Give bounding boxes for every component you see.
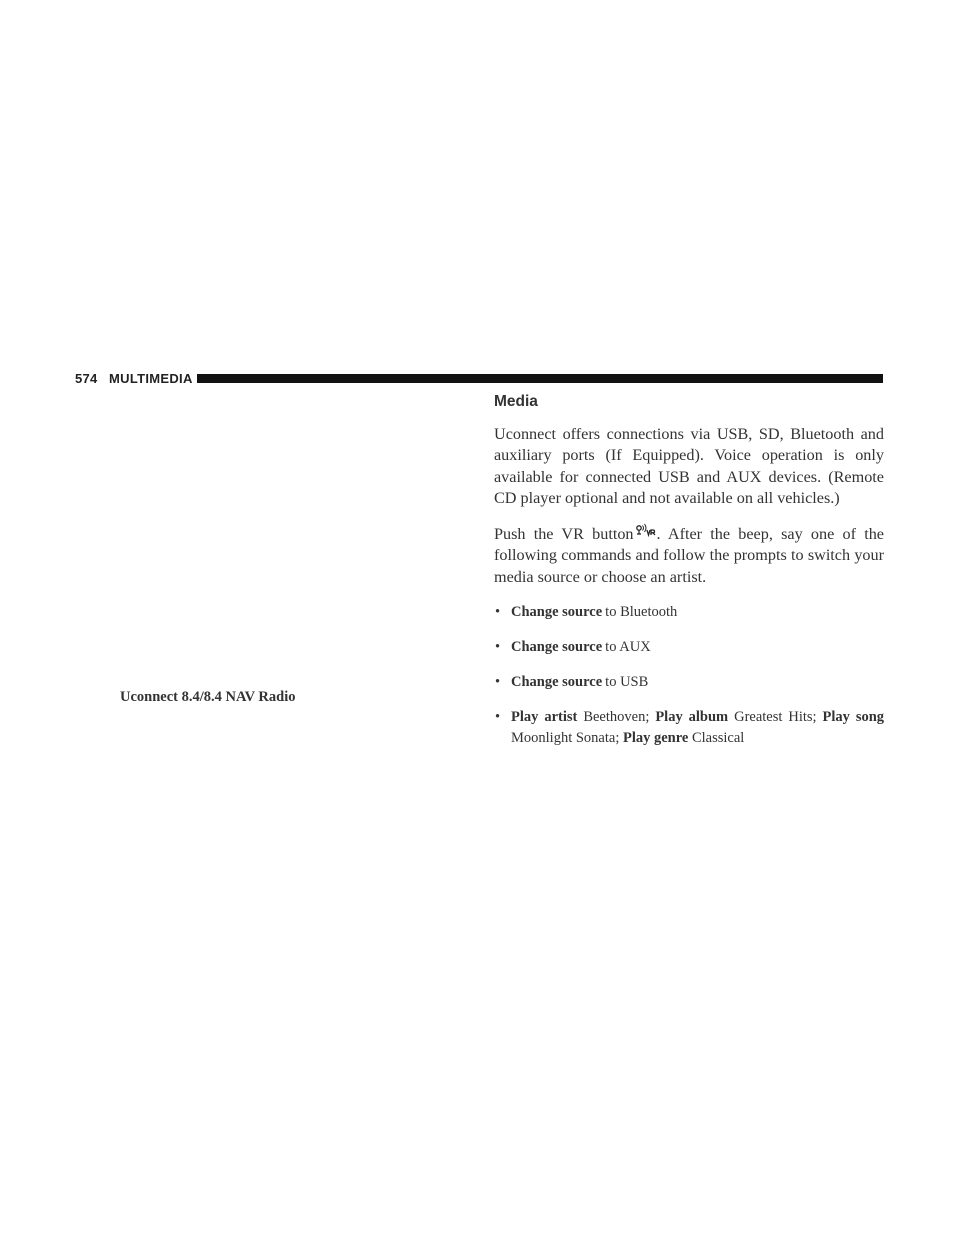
list-item xyxy=(494,602,884,623)
intro-paragraph: Uconnect offers connections via USB, SD, Bluetooth and auxiliary ports (If Equipped). Voice operation is only available for connected USB and AUX devices. (Remote CD player optional and not available on all vehicles.) xyxy=(494,425,884,507)
header-rule xyxy=(197,374,883,383)
command-value: to Bluetooth xyxy=(605,604,678,621)
section-title: Media xyxy=(494,393,538,410)
instruction-paragraph xyxy=(494,523,884,588)
artist-value: Beethoven; xyxy=(583,709,650,726)
voice-recognition-icon xyxy=(635,523,656,537)
song-value: Moonlight Sonata; xyxy=(511,730,620,747)
command-play-album: Play album xyxy=(655,709,729,726)
genre-value: Classical xyxy=(691,730,745,747)
command-play-genre: Play genre xyxy=(622,730,689,747)
command-value: to AUX xyxy=(605,639,651,656)
list-item xyxy=(494,637,884,658)
album-value: Greatest Hits; xyxy=(734,709,817,726)
list-item xyxy=(494,707,884,749)
main-content xyxy=(494,393,884,763)
bullet-icon: • xyxy=(495,709,501,726)
bullet-icon: • xyxy=(495,639,501,656)
bullet-icon: • xyxy=(495,604,501,621)
instruction-text-start: Push the VR button xyxy=(494,525,634,544)
list-item xyxy=(494,672,884,693)
bullet-icon: • xyxy=(495,674,501,691)
command-name: Change source xyxy=(511,674,603,691)
figure-caption: Uconnect 8.4/8.4 NAV Radio xyxy=(120,689,296,705)
command-name: Change source xyxy=(511,604,603,621)
command-play-song: Play song xyxy=(822,709,885,726)
page-number: 574 xyxy=(75,371,98,386)
command-value: to USB xyxy=(605,674,649,691)
command-list xyxy=(494,602,884,749)
command-name: Change source xyxy=(511,639,603,656)
section-name: MULTIMEDIA xyxy=(109,371,193,386)
instruction-text-end: . After the beep, say one of the following commands and follow the prompts to switch your media source or choose an artist. xyxy=(494,525,884,586)
command-play-artist: Play artist xyxy=(511,709,578,726)
page-header xyxy=(0,368,960,390)
